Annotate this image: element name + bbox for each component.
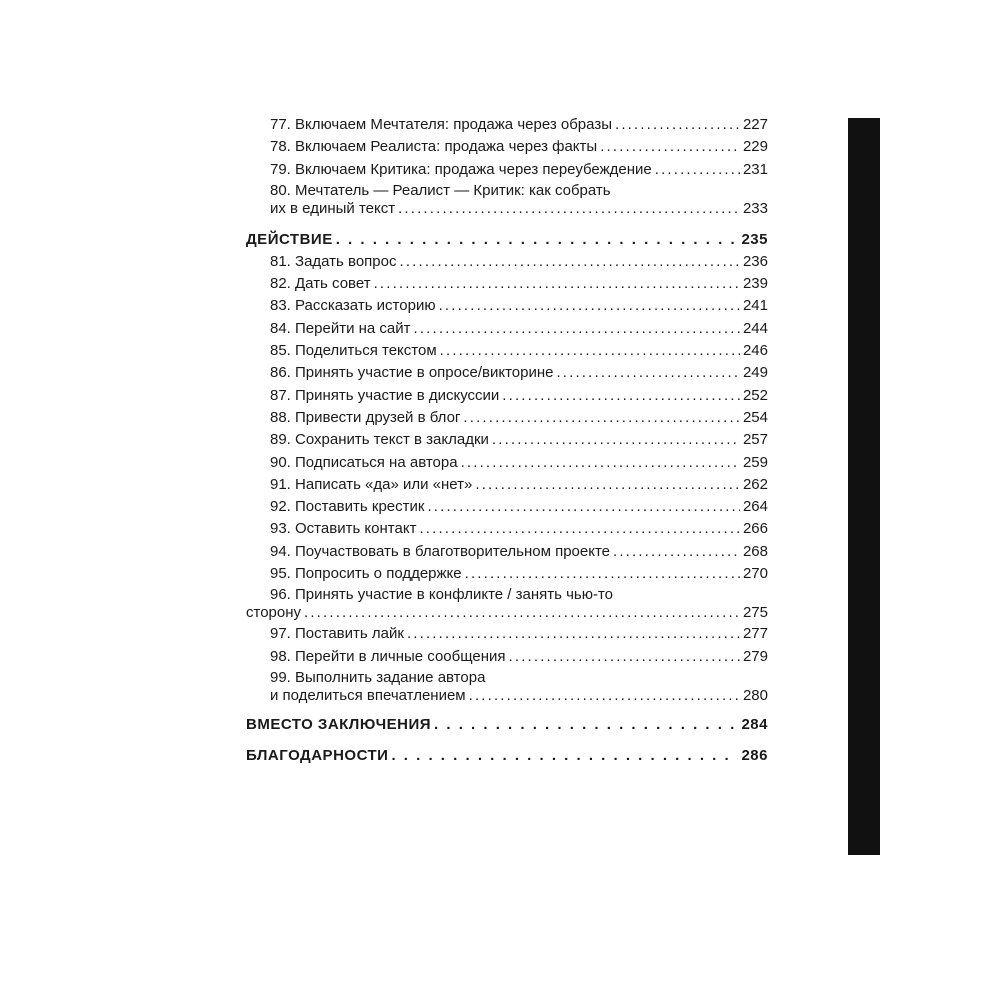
toc-entry-title: 91. Написать «да» или «нет» <box>270 475 473 493</box>
toc-entry-97 <box>246 624 768 646</box>
toc-entry-86 <box>246 363 768 385</box>
toc-entry-page: 277 <box>742 625 768 643</box>
toc-section-title: БЛАГОДАРНОСТИ <box>246 746 389 764</box>
toc-entry-98 <box>246 647 768 669</box>
toc-section-conclusion <box>246 715 768 737</box>
toc-entry-title: 99. Выполнить задание автора <box>270 668 486 686</box>
toc-entry-95 <box>246 564 768 586</box>
toc-entry-page: 257 <box>742 431 768 449</box>
toc-entry-page: 239 <box>742 275 768 293</box>
dot-leader <box>427 497 740 517</box>
toc-entry-title: 95. Попросить о поддержке <box>270 565 462 583</box>
toc-entry-page: 279 <box>742 647 768 665</box>
toc-entry-82 <box>246 274 768 296</box>
toc-entry-title: 81. Задать вопрос <box>270 252 397 270</box>
toc-entry-79 <box>246 160 768 182</box>
toc-entry-title: 88. Привести друзей в блог <box>270 408 461 426</box>
toc-entry-title: 83. Рассказать историю <box>270 297 436 315</box>
toc-entry-page: 233 <box>742 199 768 217</box>
toc-entry-96 <box>246 586 768 622</box>
toc-entry-page: 252 <box>742 386 768 404</box>
toc-entry-title: 89. Сохранить текст в закладки <box>270 431 489 449</box>
dot-leader <box>655 160 740 180</box>
dot-leader <box>419 519 740 539</box>
toc-entry-85 <box>246 341 768 363</box>
toc-entry-92 <box>246 497 768 519</box>
dot-leader <box>502 386 740 406</box>
dot-leader <box>613 542 740 562</box>
toc-section-thanks <box>246 746 768 768</box>
dot-leader <box>414 319 740 339</box>
toc-entry-90 <box>246 453 768 475</box>
toc-entry-title: 78. Включаем Реалиста: продажа через факты <box>270 138 598 156</box>
toc-entry-page: 264 <box>742 498 768 516</box>
toc-entry-81 <box>246 252 768 274</box>
toc-entry-title-continued: сторону <box>246 604 302 622</box>
toc-section-page: 284 <box>741 715 768 733</box>
dot-leader <box>434 715 738 735</box>
toc-entry-page: 266 <box>742 520 768 538</box>
toc-entry-page: 241 <box>742 297 768 315</box>
dot-leader <box>398 200 740 218</box>
dot-leader <box>400 252 740 272</box>
toc-entry-88 <box>246 408 768 430</box>
toc-entry-title: 96. Принять участие в конфликте / занять чью-то <box>270 586 614 604</box>
toc-entry-93 <box>246 519 768 541</box>
toc-entry-page: 246 <box>742 342 768 360</box>
toc-entry-title-continued: и поделиться впечатлением <box>270 686 466 704</box>
toc-entry-page: 227 <box>742 116 768 133</box>
dot-leader <box>439 296 740 316</box>
dot-leader <box>509 647 740 667</box>
toc-entry-page: 259 <box>742 453 768 471</box>
toc-entry-page: 231 <box>742 160 768 178</box>
toc-entry-title: 82. Дать совет <box>270 275 371 293</box>
toc-entry-page: 236 <box>742 252 768 270</box>
toc-entry-80 <box>246 182 768 218</box>
toc-entry-87 <box>246 386 768 408</box>
toc-entry-title: 77. Включаем Мечтателя: продажа через образы <box>270 116 612 133</box>
toc-entry-title: 85. Поделиться текстом <box>270 342 437 360</box>
toc-entry-77 <box>246 115 768 137</box>
toc-section-title: ВМЕСТО ЗАКЛЮЧЕНИЯ <box>246 715 432 733</box>
toc-section-page: 235 <box>741 230 768 248</box>
toc-entry-title: 86. Принять участие в опросе/викторине <box>270 364 554 382</box>
toc-entry-page: 262 <box>742 475 768 493</box>
toc-entry-title: 92. Поставить крестик <box>270 498 425 516</box>
dot-leader <box>407 624 740 644</box>
dot-leader <box>461 453 740 473</box>
toc-entry-title: 80. Мечтатель — Реалист — Критик: как собрать <box>270 181 611 199</box>
dot-leader <box>304 604 740 622</box>
chapter-edge-tab <box>848 118 880 855</box>
toc-entry-title: 93. Оставить контакт <box>270 520 417 538</box>
toc-entry-99 <box>246 669 768 705</box>
dot-leader <box>492 430 740 450</box>
toc-entry-page: 229 <box>742 138 768 156</box>
toc-entry-89 <box>246 430 768 452</box>
dot-leader <box>391 746 738 766</box>
toc-entry-page: 254 <box>742 408 768 426</box>
toc-entry-page: 268 <box>742 542 768 560</box>
dot-leader <box>615 115 740 135</box>
dot-leader <box>440 341 740 361</box>
toc-entry-title-continued: их в единый текст <box>270 199 396 217</box>
dot-leader <box>469 687 740 705</box>
toc-entry-94 <box>246 542 768 564</box>
toc-section-page: 286 <box>741 746 768 764</box>
toc-entry-page: 280 <box>742 686 768 704</box>
toc-entry-83 <box>246 296 768 318</box>
dot-leader <box>463 408 740 428</box>
table-of-contents <box>246 115 768 768</box>
toc-entry-page: 275 <box>742 604 768 622</box>
toc-entry-title: 90. Подписаться на автора <box>270 453 458 471</box>
toc-entry-84 <box>246 319 768 341</box>
dot-leader <box>465 564 740 584</box>
toc-entry-title: 79. Включаем Критика: продажа через переубеждение <box>270 160 652 178</box>
toc-section-action <box>246 230 768 252</box>
toc-entry-title: 97. Поставить лайк <box>270 625 404 643</box>
toc-entry-page: 249 <box>742 364 768 382</box>
toc-entry-title: 87. Принять участие в дискуссии <box>270 386 500 404</box>
toc-entry-page: 244 <box>742 319 768 337</box>
toc-entry-title: 84. Перейти на сайт <box>270 319 411 337</box>
toc-entry-page: 270 <box>742 565 768 583</box>
dot-leader <box>556 363 740 383</box>
dot-leader <box>475 475 740 495</box>
dot-leader <box>374 274 740 294</box>
toc-entry-78 <box>246 137 768 159</box>
toc-entry-title: 94. Поучаствовать в благотворительном проекте <box>270 542 610 560</box>
toc-entry-91 <box>246 475 768 497</box>
toc-section-title: ДЕЙСТВИЕ <box>246 230 333 248</box>
dot-leader <box>600 137 740 157</box>
dot-leader <box>336 230 739 250</box>
toc-entry-title: 98. Перейти в личные сообщения <box>270 647 506 665</box>
